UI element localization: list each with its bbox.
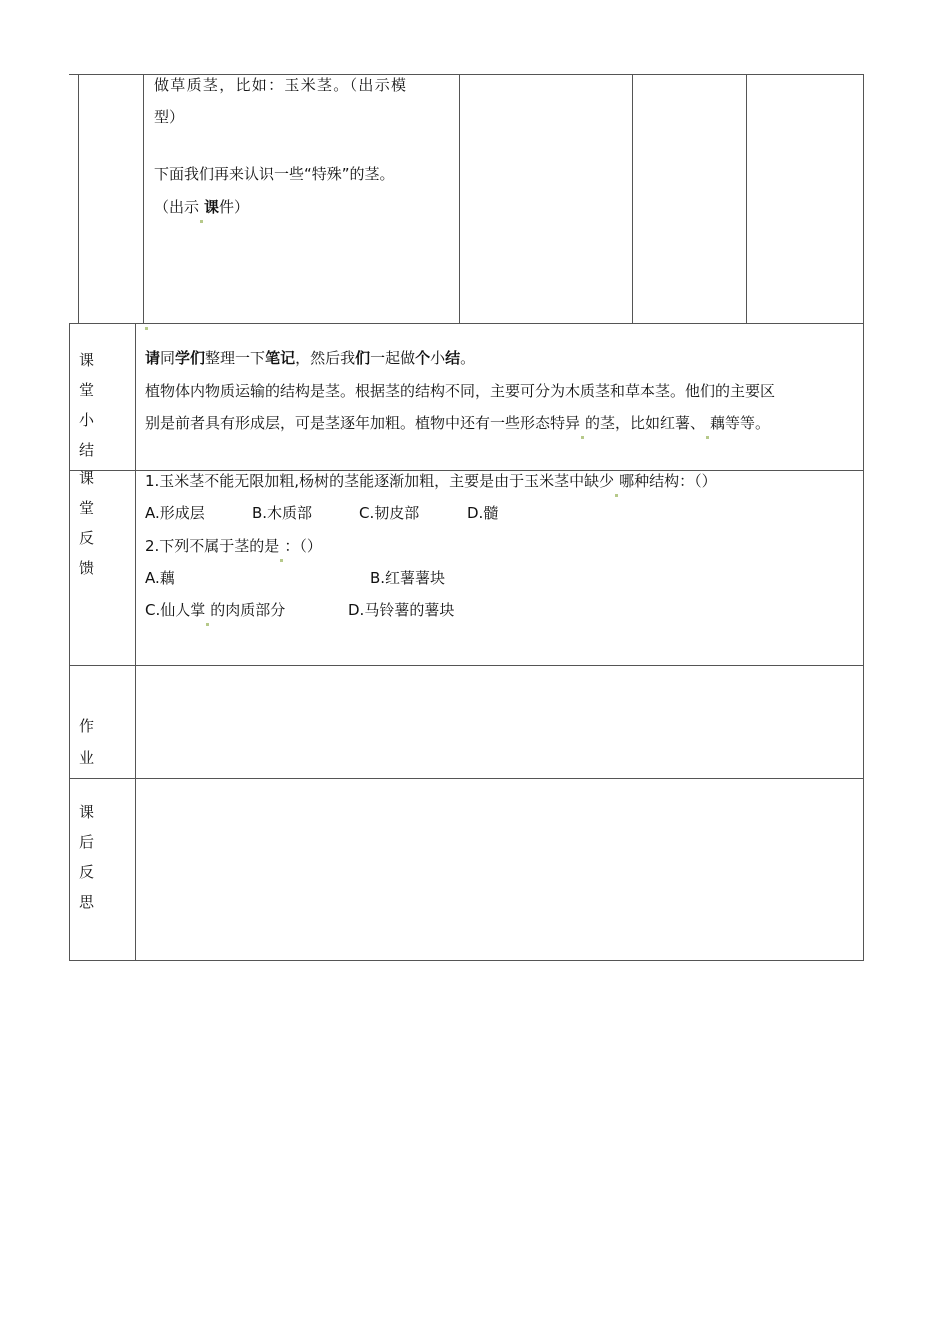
q1-option-c: C.韧皮部: [359, 504, 420, 522]
q2-option-a: A.藕: [145, 569, 175, 587]
summary-intro-part: 个: [415, 349, 431, 367]
summary-intro-part: ，然后我: [295, 349, 356, 367]
top-line-2: 型）: [154, 108, 185, 126]
rule-right: [863, 74, 864, 961]
homework-label: 作 业: [79, 717, 95, 767]
summary-intro-part: 学们: [175, 349, 206, 367]
summary-intro-part: 结: [445, 349, 461, 367]
q1-option-d: D.髓: [467, 504, 499, 522]
q2-option-b: B.红薯薯块: [370, 569, 446, 587]
rule-top-left-v: [78, 74, 79, 324]
summary-intro-part: 同: [160, 349, 176, 367]
summary-intro-part: 们: [355, 349, 371, 367]
mark-dot: [206, 623, 209, 626]
rule-h-324: [69, 323, 864, 324]
mark-dot: [280, 559, 283, 562]
summary-intro-part: 。: [460, 349, 476, 367]
rule-h-961: [69, 960, 864, 961]
mark-dot: [145, 327, 148, 330]
rule-top-col1: [143, 74, 144, 324]
q2-option-d: D.马铃薯的薯块: [348, 601, 455, 619]
question-1: 1.玉米茎不能无限加粗,杨树的茎能逐渐加粗，主要是由于玉米茎中缺少 哪种结构：（）: [145, 465, 717, 497]
q2-option-c: C.仙人掌 的肉质部分: [145, 594, 285, 626]
rule-top-col2: [459, 74, 460, 324]
summary-intro-part: 请: [145, 349, 161, 367]
mark-dot: [581, 436, 584, 439]
top-line-3: 下面我们再来认识一些“特殊”的茎。: [154, 165, 395, 183]
mark-dot: [706, 436, 709, 439]
top-line-1: 做草质茎，比如：玉米茎。（出示模: [154, 76, 408, 94]
rule-h-665: [69, 665, 864, 666]
summary-intro-part: 小: [430, 349, 446, 367]
mark-dot: [200, 220, 203, 223]
summary-intro-part: 整理一下: [205, 349, 266, 367]
summary-intro-part: 一起做: [370, 349, 416, 367]
q1-option-b: B.木质部: [252, 504, 313, 522]
top-line-4: （出示 课件）: [154, 191, 249, 223]
rule-top-col4: [746, 74, 747, 324]
summary-intro: [145, 342, 475, 374]
rule-top-col3: [632, 74, 633, 324]
rule-left: [69, 323, 70, 961]
summary-label: 课 堂 小 结: [79, 351, 95, 459]
feedback-label: 课 堂 反 馈: [79, 469, 95, 577]
summary-line-2: 植物体内物质运输的结构是茎。根据茎的结构不同，主要可分为木质茎和草本茎。他们的主要区: [145, 382, 776, 400]
rule-label-col: [135, 323, 136, 961]
rule-h-778: [69, 778, 864, 779]
question-2: 2.下列不属于茎的是 ：（）: [145, 530, 322, 562]
q1-option-a: A.形成层: [145, 504, 205, 522]
mark-dot: [615, 494, 618, 497]
summary-line-3: 别是前者具有形成层，可是茎逐年加粗。植物中还有一些形态特异 的茎，比如红薯、 藕等等。: [145, 407, 770, 439]
reflection-label: 课 后 反 思: [79, 803, 95, 911]
summary-intro-part: 笔记: [265, 349, 296, 367]
